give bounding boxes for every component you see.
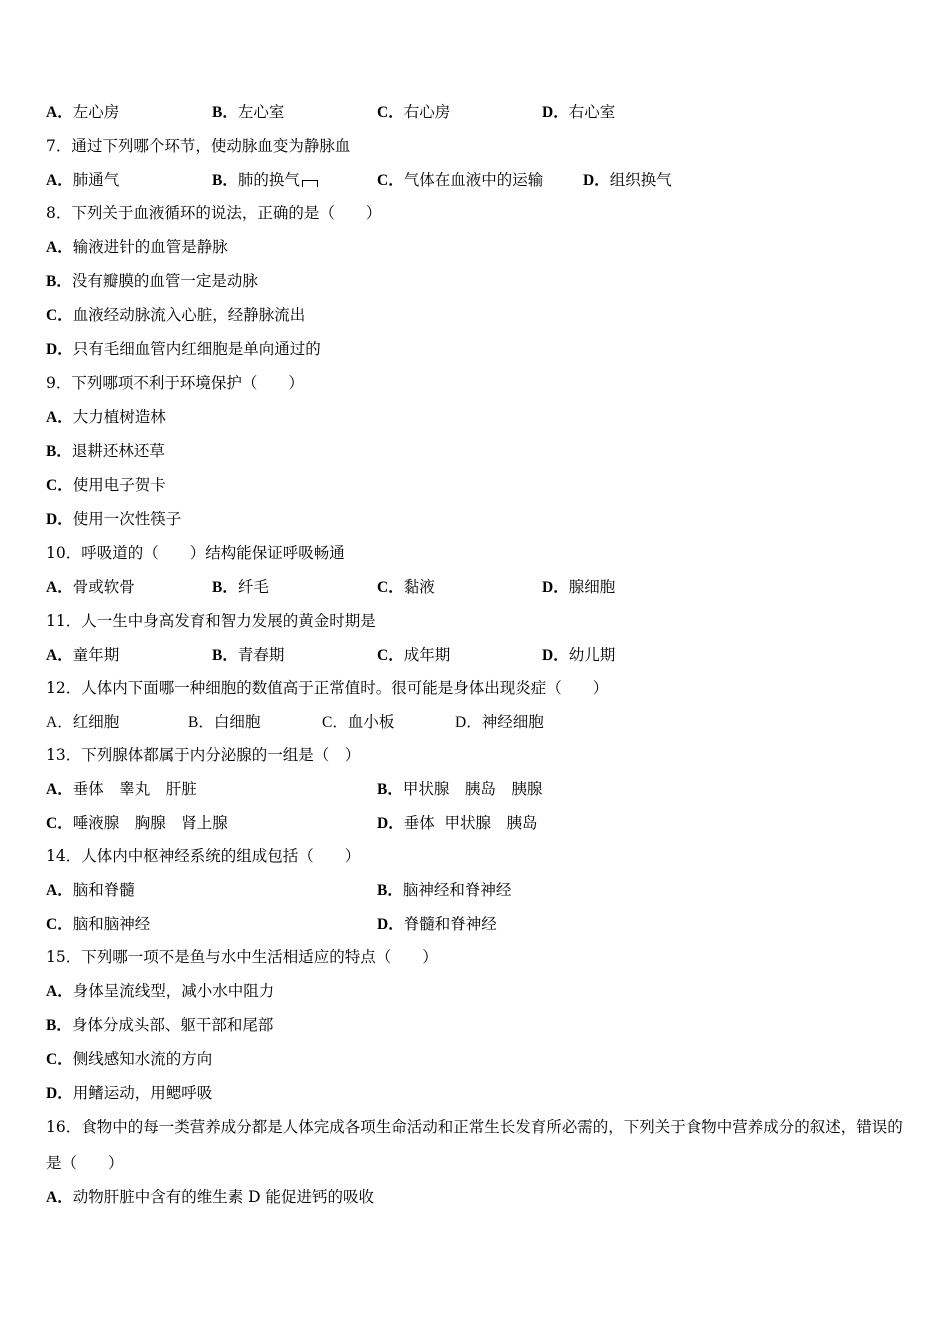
- option-d: D．右心室: [542, 103, 616, 121]
- question-stem: 15．下列哪一项不是鱼与水中生活相适应的特点（ ）: [46, 948, 438, 966]
- question-stem: 14．人体内中枢神经系统的组成包括（ ）: [46, 847, 361, 865]
- option-d: D．用鳍运动，用鳃呼吸: [46, 1084, 213, 1102]
- option-b: B．退耕还林还草: [46, 442, 165, 460]
- bracket-mark: [302, 180, 318, 187]
- option-d: D．只有毛细血管内红细胞是单向通过的: [46, 340, 321, 358]
- option-c: C．使用电子贺卡: [46, 476, 166, 494]
- option-b: B．纤毛: [212, 578, 269, 596]
- option-d: D．神经细胞: [455, 713, 544, 731]
- option-a: A．脑和脊髓: [46, 881, 135, 899]
- option-d: D．腺细胞: [542, 578, 616, 596]
- option-a: A．左心房: [46, 103, 120, 121]
- question-stem: 12．人体内下面哪一种细胞的数值高于正常值时。很可能是身体出现炎症（ ）: [46, 679, 609, 697]
- option-a: A．垂体 睾丸 肝脏: [46, 780, 197, 798]
- option-c: C．唾液腺 胸腺 肾上腺: [46, 814, 228, 832]
- option-c: C．黏液: [377, 578, 435, 596]
- option-d: D．垂体 甲状腺 胰岛: [377, 814, 538, 832]
- option-b: B．左心室: [212, 103, 285, 121]
- option-b: B．脑神经和脊神经: [377, 881, 512, 899]
- question-stem: 16．食物中的每一类营养成分都是人体完成各项生命活动和正常生长发育所必需的，下列关于食物中营养成分的叙述，错误的是（ ）: [46, 1118, 903, 1172]
- option-c: C．侧线感知水流的方向: [46, 1050, 213, 1068]
- option-a: A．动物肝脏中含有的维生素 D 能促进钙的吸收: [46, 1188, 374, 1206]
- question-stem: 8．下列关于血液循环的说法，正确的是（ ）: [46, 204, 382, 222]
- question-stem: 9．下列哪项不利于环境保护（ ）: [46, 374, 304, 392]
- option-c: C．右心房: [377, 103, 451, 121]
- option-c: C．血液经动脉流入心脏，经静脉流出: [46, 306, 306, 324]
- option-a: A．红细胞: [46, 713, 120, 731]
- question-stem: 13．下列腺体都属于内分泌腺的一组是（ ）: [46, 746, 361, 764]
- option-b: B．肺的换气: [212, 170, 318, 191]
- option-a: A．输液进针的血管是静脉: [46, 238, 228, 256]
- option-d: D．使用一次性筷子: [46, 510, 182, 528]
- option-c: C．气体在血液中的运输: [377, 171, 544, 189]
- question-stem: 11．人一生中身高发育和智力发展的黄金时期是: [46, 612, 376, 630]
- option-c: C．成年期: [377, 646, 451, 664]
- option-a: A．骨或软骨: [46, 578, 135, 596]
- option-d: D．幼儿期: [542, 646, 616, 664]
- question-stem: 7．通过下列哪个环节，使动脉血变为静脉血: [46, 137, 351, 155]
- question-stem: 10．呼吸道的（ ）结构能保证呼吸畅通: [46, 544, 345, 562]
- option-a: A．身体呈流线型，减小水中阻力: [46, 982, 275, 1000]
- option-b: B．甲状腺 胰岛 胰腺: [377, 780, 543, 798]
- option-d: D．组织换气: [583, 171, 672, 189]
- option-b: B．身体分成头部、躯干部和尾部: [46, 1016, 274, 1034]
- option-d: D．脊髓和脊神经: [377, 915, 497, 933]
- option-b: B．青春期: [212, 646, 285, 664]
- option-c: C．血小板: [322, 713, 395, 731]
- option-a: A．大力植树造林: [46, 408, 166, 426]
- option-b: B．没有瓣膜的血管一定是动脉: [46, 272, 258, 290]
- option-a: A．肺通气: [46, 171, 120, 189]
- option-b: B．白细胞: [188, 713, 261, 731]
- option-c: C．脑和脑神经: [46, 915, 151, 933]
- option-a: A．童年期: [46, 646, 120, 664]
